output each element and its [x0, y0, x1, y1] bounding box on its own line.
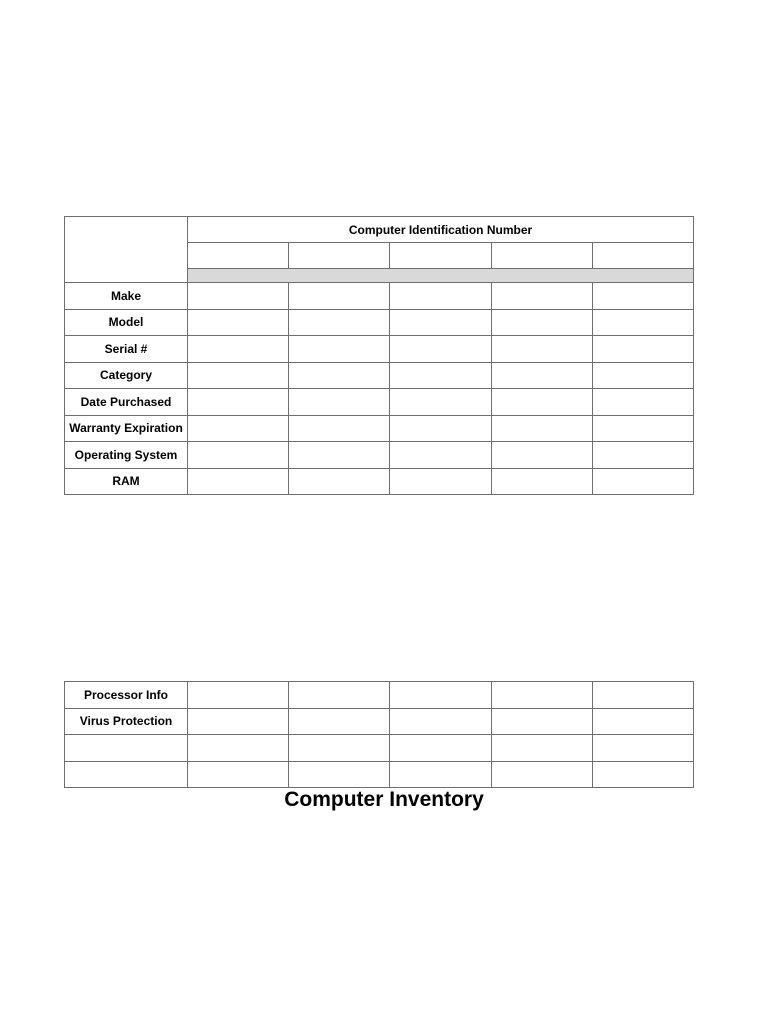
inventory-table-top: [64, 216, 694, 495]
data-cell[interactable]: [592, 283, 693, 310]
row-label: Date Purchased: [65, 389, 188, 416]
table-row: [65, 283, 694, 310]
data-cell[interactable]: [592, 415, 693, 442]
row-label: Model: [65, 309, 188, 336]
data-cell[interactable]: [491, 442, 592, 469]
data-cell[interactable]: [390, 283, 491, 310]
data-cell[interactable]: [289, 761, 390, 788]
data-cell[interactable]: [390, 708, 491, 735]
row-label: Category: [65, 362, 188, 389]
data-cell[interactable]: [592, 468, 693, 495]
data-cell[interactable]: [188, 362, 289, 389]
data-cell[interactable]: [592, 682, 693, 709]
data-cell[interactable]: [390, 336, 491, 363]
table-row: [65, 468, 694, 495]
table-row: [65, 362, 694, 389]
data-cell[interactable]: [390, 442, 491, 469]
data-cell[interactable]: [390, 362, 491, 389]
corner-cell: [65, 217, 188, 283]
data-cell[interactable]: [390, 389, 491, 416]
data-cell[interactable]: [592, 442, 693, 469]
data-cell[interactable]: [289, 708, 390, 735]
table-row: [65, 735, 694, 762]
data-cell[interactable]: [289, 682, 390, 709]
data-cell[interactable]: [289, 735, 390, 762]
gray-band: [188, 269, 694, 283]
data-cell[interactable]: [390, 735, 491, 762]
row-label: [65, 761, 188, 788]
data-cell[interactable]: [289, 415, 390, 442]
row-label: Make: [65, 283, 188, 310]
row-label: Processor Info: [65, 682, 188, 709]
data-cell[interactable]: [592, 708, 693, 735]
data-cell[interactable]: [188, 735, 289, 762]
data-cell[interactable]: [491, 708, 592, 735]
data-cell[interactable]: [289, 336, 390, 363]
data-cell[interactable]: [390, 761, 491, 788]
data-cell[interactable]: [491, 682, 592, 709]
table-row: [65, 682, 694, 709]
data-cell[interactable]: [390, 682, 491, 709]
data-cell[interactable]: [491, 468, 592, 495]
data-cell[interactable]: [188, 283, 289, 310]
table-row: [65, 389, 694, 416]
data-cell[interactable]: [188, 415, 289, 442]
data-cell[interactable]: [188, 761, 289, 788]
data-cell[interactable]: [188, 389, 289, 416]
data-cell[interactable]: [491, 309, 592, 336]
data-cell[interactable]: [491, 415, 592, 442]
data-cell[interactable]: [188, 708, 289, 735]
id-cell[interactable]: [390, 243, 491, 269]
data-cell[interactable]: [592, 336, 693, 363]
data-cell[interactable]: [390, 468, 491, 495]
data-cell[interactable]: [289, 283, 390, 310]
inventory-table-bottom: [64, 681, 694, 788]
data-cell[interactable]: [188, 468, 289, 495]
id-cell[interactable]: [491, 243, 592, 269]
table-header: Computer Identification Number: [188, 217, 694, 243]
data-cell[interactable]: [188, 682, 289, 709]
row-label: Operating System: [65, 442, 188, 469]
data-cell[interactable]: [592, 309, 693, 336]
row-label: RAM: [65, 468, 188, 495]
table-row: [65, 309, 694, 336]
document-title: Computer Inventory: [284, 788, 484, 811]
table-row: [65, 442, 694, 469]
data-cell[interactable]: [491, 389, 592, 416]
data-cell[interactable]: [491, 735, 592, 762]
data-cell[interactable]: [188, 336, 289, 363]
row-label: Serial #: [65, 336, 188, 363]
data-cell[interactable]: [491, 761, 592, 788]
data-cell[interactable]: [592, 362, 693, 389]
row-label: Virus Protection: [65, 708, 188, 735]
data-cell[interactable]: [289, 468, 390, 495]
data-cell[interactable]: [289, 442, 390, 469]
data-cell[interactable]: [289, 389, 390, 416]
row-label: [65, 735, 188, 762]
id-cell[interactable]: [289, 243, 390, 269]
row-label: Warranty Expiration: [65, 415, 188, 442]
table-row: [65, 708, 694, 735]
table-row: [65, 761, 694, 788]
data-cell[interactable]: [491, 336, 592, 363]
table-row: [65, 336, 694, 363]
id-cell[interactable]: [188, 243, 289, 269]
data-cell[interactable]: [289, 309, 390, 336]
data-cell[interactable]: [289, 362, 390, 389]
data-cell[interactable]: [592, 389, 693, 416]
data-cell[interactable]: [592, 761, 693, 788]
data-cell[interactable]: [188, 309, 289, 336]
data-cell[interactable]: [491, 362, 592, 389]
data-cell[interactable]: [592, 735, 693, 762]
data-cell[interactable]: [390, 415, 491, 442]
id-cell[interactable]: [592, 243, 693, 269]
table-row: [65, 415, 694, 442]
data-cell[interactable]: [390, 309, 491, 336]
data-cell[interactable]: [491, 283, 592, 310]
data-cell[interactable]: [188, 442, 289, 469]
